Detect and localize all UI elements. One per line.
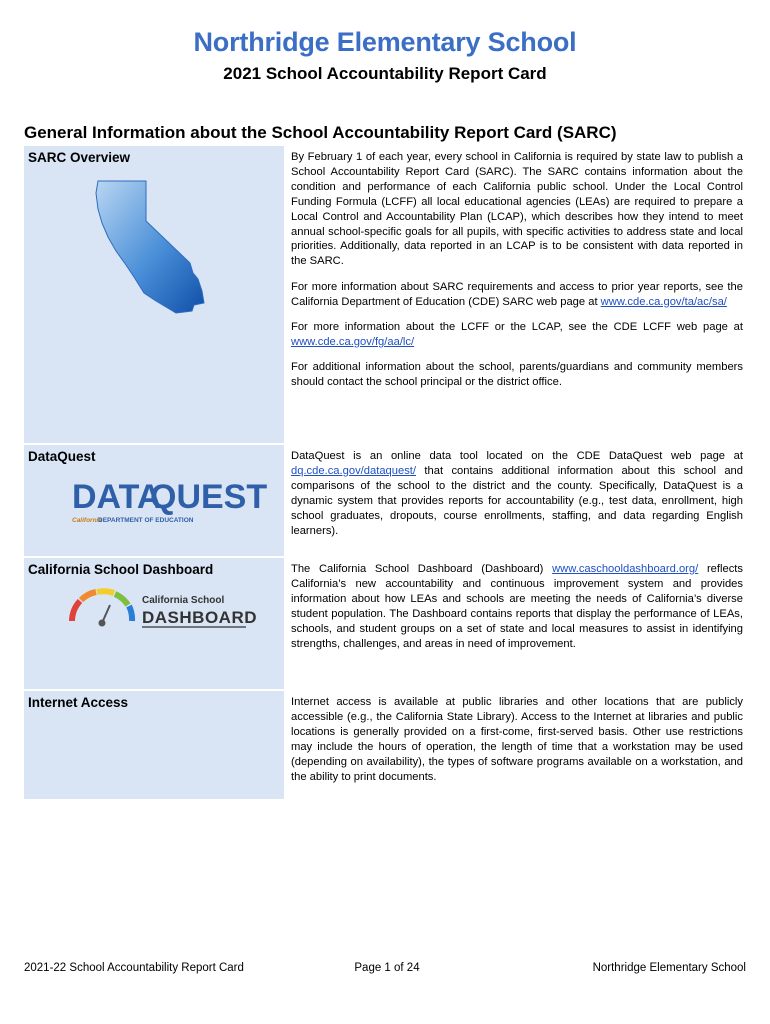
- footer-left: 2021-22 School Accountability Report Card: [24, 962, 244, 974]
- sarc-paragraph-4: For additional information about the school, parents/guardians and community members should contact the school principal or the district office.: [291, 361, 743, 389]
- general-info-table: [24, 146, 749, 801]
- california-map-icon: [94, 179, 218, 319]
- sarc-paragraph-3: [291, 320, 743, 350]
- sarc-overview-label: SARC Overview: [28, 150, 131, 165]
- dataquest-label: DataQuest: [28, 449, 96, 464]
- dashboard-text-after: reflects California’s new accountability and continuous improvement system and provides information about how LEAs and schools are meeting the needs of California’s diverse student population. The Dashboard contains reports that display the performance of LEAs, schools, and student groups on a set of state and local measures to assist in identifying strengths, challenges, and areas in need of improvement.: [291, 563, 743, 650]
- report-title: 2021 School Accountability Report Card: [223, 64, 547, 83]
- table-row-sarc-overview: [24, 146, 749, 444]
- footer-page-number: Page 1 of 24: [354, 962, 420, 974]
- label-cell: [24, 146, 284, 444]
- internet-access-paragraph: Internet access is available at public libraries and other locations that are publicly accessible (e.g., the California State Library). Access to the Internet at libraries and public locations is generally provided on a first-come, first-served basis. Other use restrictions may include the hours of operation, the length of time that a workstation may be used (depending on availability), the types of software programs available on a workstation, and the ability to print documents.: [291, 696, 743, 783]
- dashboard-text-before: The California School Dashboard (Dashboard): [291, 563, 544, 575]
- internet-access-label: Internet Access: [28, 695, 129, 710]
- dashboard-logo: [66, 585, 280, 632]
- sarc-paragraph-2-text: For more information about SARC requirements and access to prior year reports, see the California Department of Education (CDE) SARC web page at: [291, 280, 743, 308]
- lcff-web-page-link[interactable]: www.cde.ca.gov/fg/aa/lc/: [291, 335, 415, 348]
- sarc-web-page-link[interactable]: www.cde.ca.gov/ta/ac/sa/: [600, 295, 727, 308]
- content-cell: [284, 444, 749, 557]
- content-cell: [284, 690, 749, 800]
- table-row-dashboard: [24, 557, 749, 690]
- dashboard-label: California School Dashboard: [28, 562, 214, 577]
- dataquest-text-after: that contains additional information about this school and comparisons of the school to the district and the county. Specifically, DataQuest is a dynamic system that provides reports for accountability (e.g., test data, enrollment, high school graduates, dropouts, course enrollments, staffing, and data regarding English learners).: [291, 464, 743, 537]
- dataquest-logo: [72, 476, 280, 529]
- sarc-paragraph-1: By February 1 of each year, every school in California is required by state law to publish a School Accountability Report Card (SARC). The SARC contains information about the condition and performance of each California public school. Under the Local Control Funding Formula (LCFF) all local educational agencies (LEAs) are required to prepare a Local Control and Accountability Plan (LCAP), which describes how they intend to meet annual school-specific goals for all pupils, with specific activities to address state and local priorities. Additionally, data reported in an LCAP is to be consistent with data reported in the SARC.: [291, 151, 743, 268]
- dashboard-logo-line-2: DASHBOARD: [142, 608, 257, 627]
- label-cell: [24, 557, 284, 690]
- sarc-paragraph-2: [291, 280, 743, 310]
- dataquest-logo-caption-1: California: [72, 517, 102, 524]
- dataquest-link[interactable]: dq.cde.ca.gov/dataquest/: [291, 464, 417, 477]
- dataquest-logo-word-2: QUEST: [150, 478, 268, 516]
- sarc-paragraph-3-text: For more information about the LCFF or the LCAP, see the CDE LCFF web page at: [291, 321, 743, 334]
- label-cell: [24, 444, 284, 557]
- dataquest-paragraph: [291, 449, 743, 538]
- school-name: Northridge Elementary School: [193, 27, 577, 57]
- table-row-dataquest: [24, 444, 749, 557]
- dataquest-text-before: DataQuest is an online data tool located on the CDE DataQuest web page at: [291, 450, 743, 462]
- table-row-internet-access: [24, 690, 749, 800]
- california-map-image: [94, 179, 280, 322]
- footer-right: Northridge Elementary School: [592, 962, 746, 974]
- dataquest-logo-caption-2: DEPARTMENT OF EDUCATION: [98, 517, 194, 524]
- dashboard-link[interactable]: www.caschooldashboard.org/: [552, 563, 699, 575]
- dataquest-logo-icon: [72, 476, 268, 526]
- content-cell: [284, 146, 749, 444]
- section-heading: General Information about the School Accountability Report Card (SARC): [24, 123, 617, 142]
- dashboard-logo-line-1: California School: [142, 595, 225, 606]
- dataquest-logo-word-1: DATA: [72, 478, 162, 516]
- dashboard-paragraph: [291, 562, 743, 651]
- content-cell: [284, 557, 749, 690]
- dashboard-gauge-icon: [66, 585, 257, 629]
- label-cell: [24, 690, 284, 800]
